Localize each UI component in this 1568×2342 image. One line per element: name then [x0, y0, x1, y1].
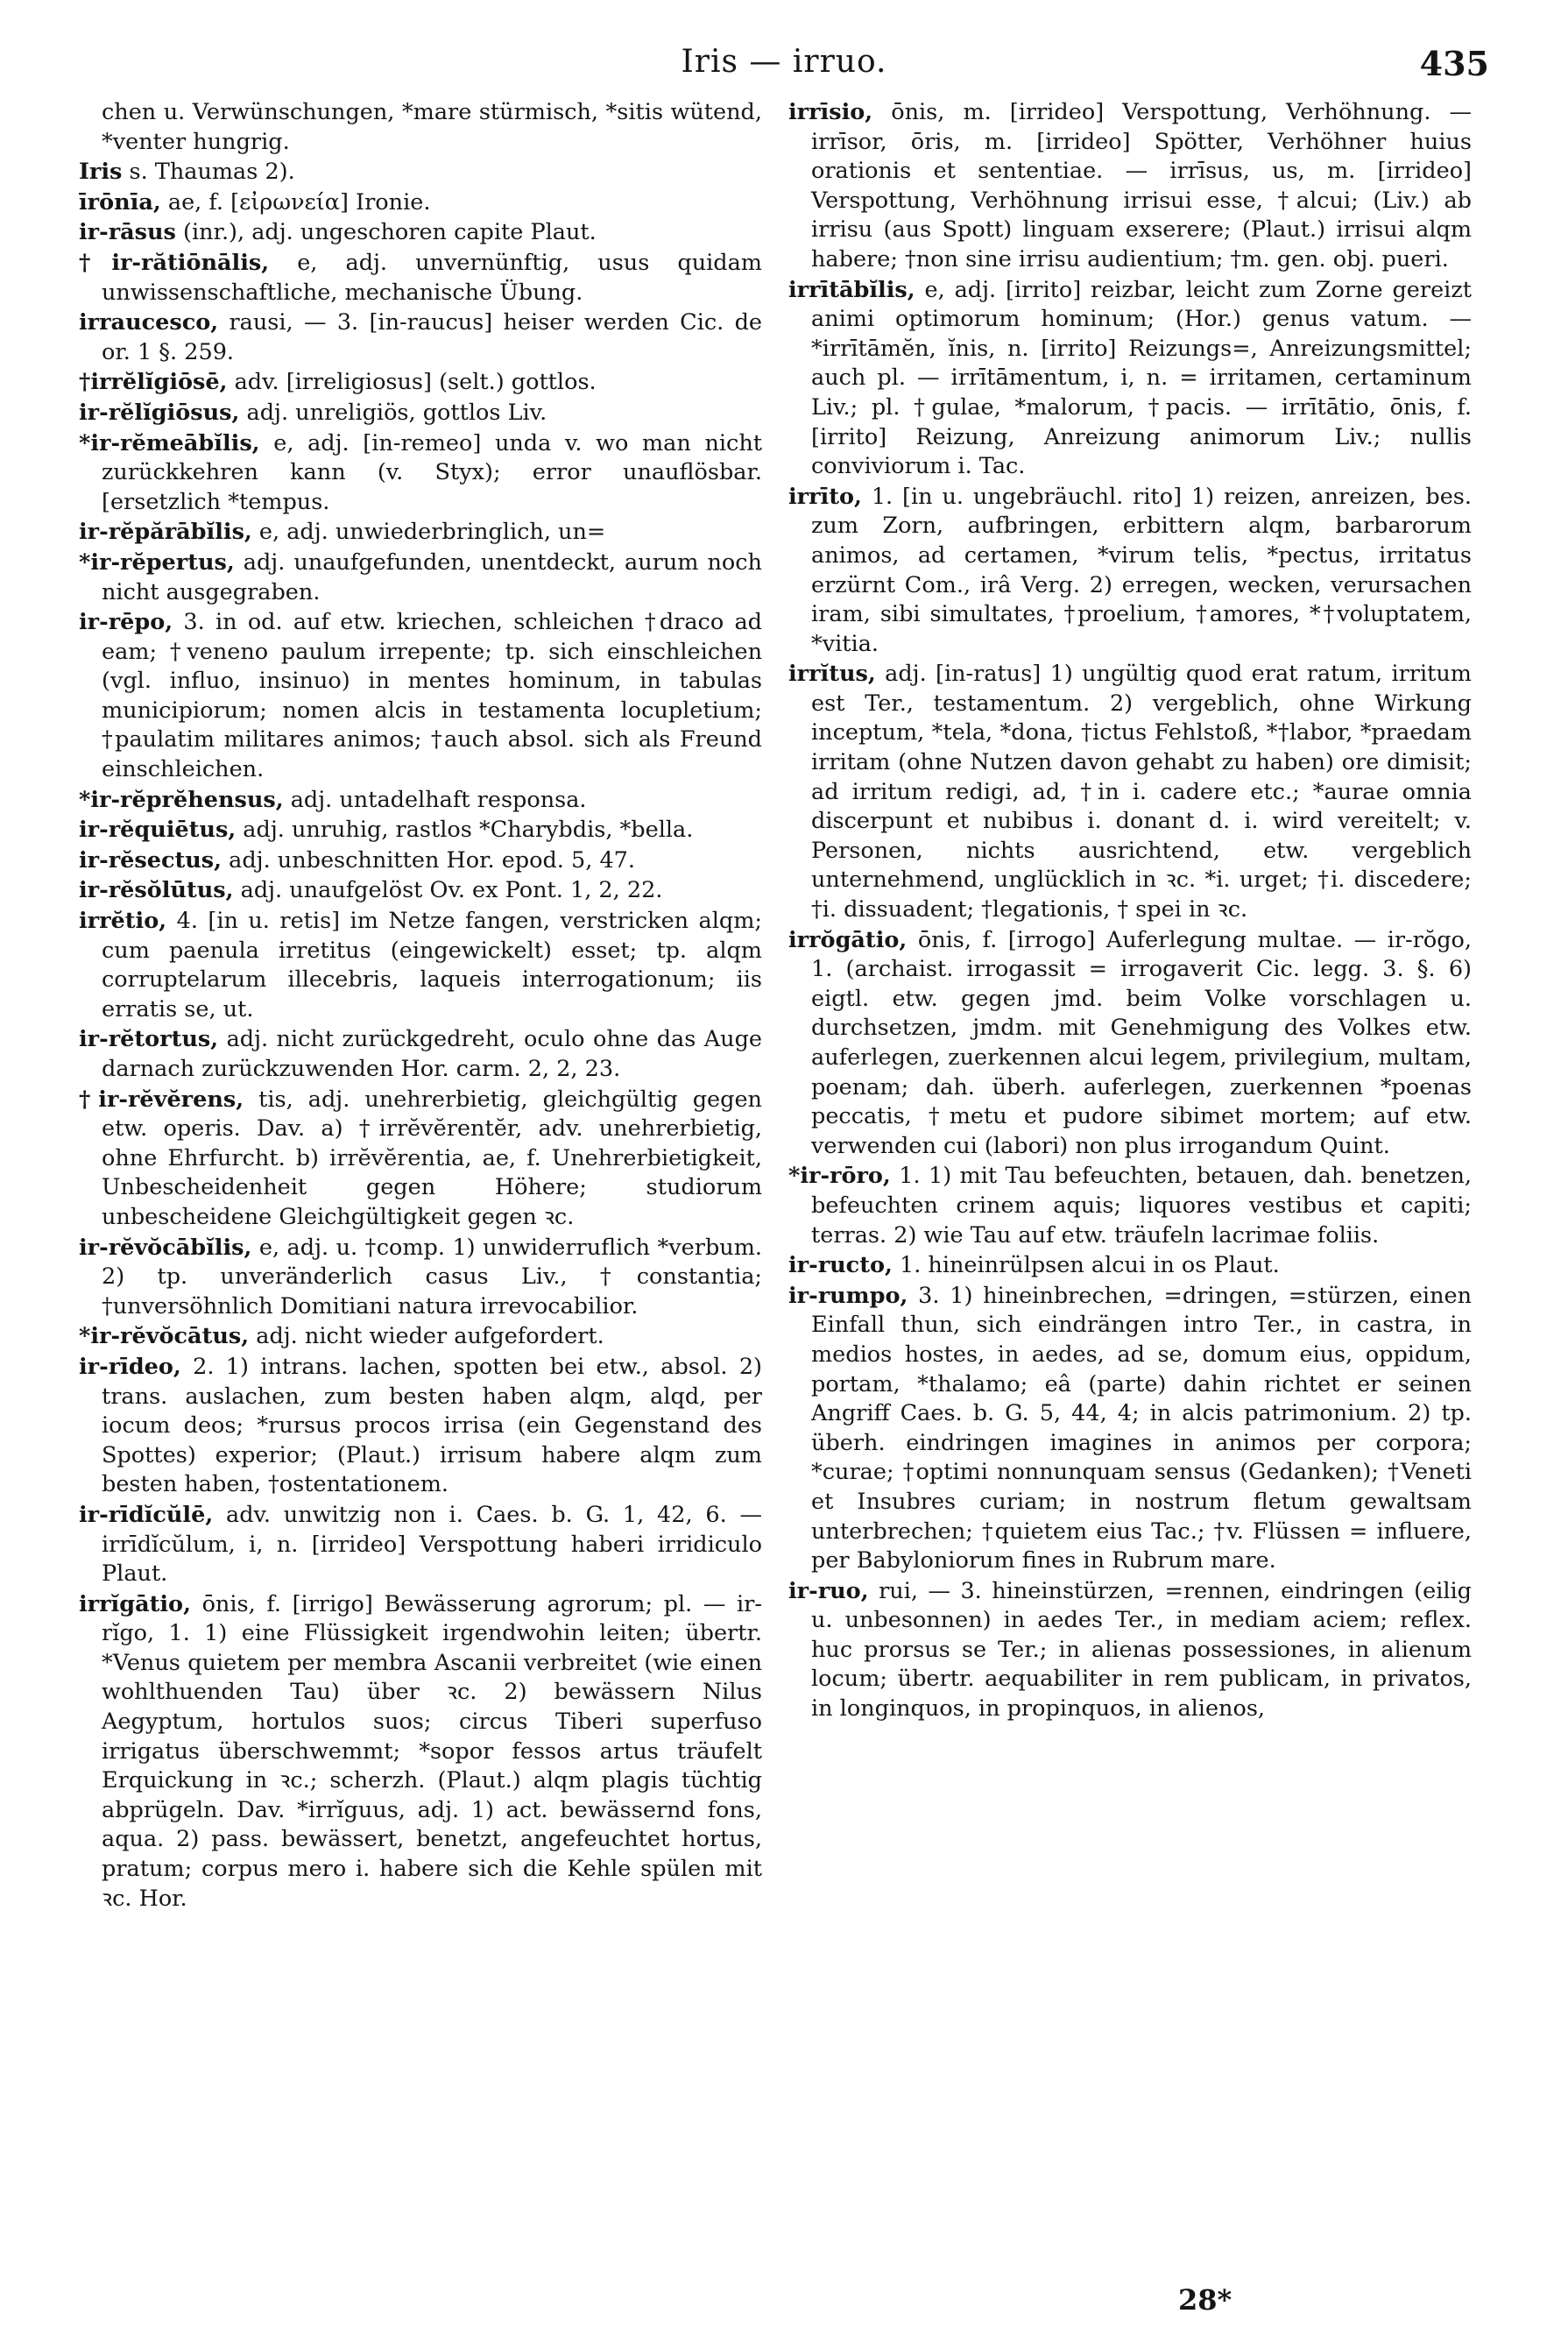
- dictionary-entry: [79, 816, 762, 846]
- dictionary-entry: [79, 1025, 762, 1084]
- entry-headword: irrītābĭlis,: [788, 276, 915, 303]
- entry-body: 3. 1) hineinbrechen, =dringen, =stürzen, einen Einfall thun, sich eindrängen intro Ter., in castra, in medios hostes, in aedes, ad se, domum eius, oppidum, portam, *thalamo; eâ (parte) dahin richtet er seinen Angriff Caes. b. G. 5, 44, 4; in alcis patrimonium. 2) tp. überh. eindringen imagines in animos per corpora; *curae; †optimi nonnunquam sensus (Gedanken); †Veneti et Insubres curiam; in nostrum fletum gewaltsam unterbrechen; †quietem eius Tac.; †v. Flüssen = influere, per Babyloniorum fines in Rubrum mare.: [811, 1282, 1472, 1574]
- entry-body: (inr.), adj. ungeschoren capite Plaut.: [175, 219, 597, 246]
- entry-headword: ir-rĕquiētus,: [79, 817, 237, 844]
- right-column: [788, 98, 1472, 2227]
- entry-body: chen u. Verwünschungen, *mare stürmisch, *sitis wütend, *venter hungrig.: [102, 99, 762, 155]
- entry-body: e, adj. [irrito] reizbar, leicht zum Zorne gereizt animi optimorum hominum; (Hor.) genus vatum. — *irrītāmĕn, ĭnis, n. [irrito] Reizungs=, Anreizungsmittel; auch pl. — irrītāmentum, i, n. = irritamen, certaminum Liv.; pl. †gulae, *malorum, †pacis. — irrītātio, ōnis, f. [irrito] Reizung, Anreizung animorum Liv.; nullis conviviorum i. Tac.: [811, 276, 1472, 480]
- dictionary-entry: [79, 98, 762, 157]
- dictionary-entry: [788, 1577, 1472, 1724]
- entry-headword: irrĭgātio,: [79, 1590, 191, 1617]
- dictionary-entry: [79, 786, 762, 816]
- dictionary-entry: [79, 158, 762, 188]
- dictionary-entry: [79, 1590, 762, 1914]
- dictionary-entry: [79, 608, 762, 785]
- dictionary-entry: [79, 846, 762, 876]
- entry-headword: ir-rĕsŏlūtus,: [79, 877, 234, 904]
- entry-body: 2. 1) intrans. lachen, spotten bei etw., absol. 2) trans. auslachen, zum besten haben alqm, alqd, per iocum deos; *rursus procos irrisa (ein Gegenstand des Spottes) experior; (Plaut.) irrisum habere alqm zum besten haben, †ostentationem.: [102, 1353, 762, 1498]
- entry-headword: ir-rĕtortus,: [79, 1026, 219, 1053]
- entry-headword: ir-ruo,: [788, 1577, 869, 1604]
- entry-body: ae, f. [εἰρωνεία] Ironie.: [160, 188, 431, 216]
- dictionary-entry: [79, 308, 762, 367]
- entry-headword: †ir-rătiōnālis,: [79, 249, 270, 276]
- entry-body: adj. nicht zurückgedreht, oculo ohne das Auge darnach zurückzuwenden Hor. carm. 2, 2, 23.: [102, 1026, 762, 1082]
- text-columns: [79, 98, 1489, 2227]
- dictionary-entry: [79, 1322, 762, 1352]
- entry-body: adj. unaufgelöst Ov. ex Pont. 1, 2, 22.: [233, 877, 663, 904]
- entry-headword: *ir-rĕpertus,: [79, 548, 235, 576]
- page-header: [79, 39, 1489, 91]
- dictionary-entry: [79, 907, 762, 1024]
- entry-body: ōnis, f. [irrigo] Bewässerung agrorum; pl. — ir-rĭgo, 1. 1) eine Flüssigkeit irgendwohin leiten; übertr. *Venus quietem per membra Ascanii verbreitet (wie einen wohlthuenden Tau) über ꝛc. 2) bewässern Nilus Aegyptum, hortulos suos; circus Tiberi superfuso irrigatus überschwemmt; *sopor fessos artus träufelt Erquickung in ꝛc.; scherzh. (Plaut.) alqm plagis tüchtig abprügeln. Dav. *irrĭguus, adj. 1) act. bewässernd fons, aqua. 2) pass. bewässert, benetzt, angefeuchtet hortus, pratum; corpus mero i. habere sich die Kehle spülen mit ꝛc. Hor.: [102, 1590, 762, 1912]
- dictionary-entry: [788, 98, 1472, 275]
- entry-body: e, adj. u. †comp. 1) unwiderruflich *verbum. 2) tp. unveränderlich casus Liv., †constantia; †unversöhnlich Domitiani natura irrevocabilior.: [102, 1234, 762, 1320]
- entry-headword: irrŏgātio,: [788, 926, 908, 953]
- entry-body: adj. unaufgefunden, unentdeckt, aurum noch nicht ausgegraben.: [102, 548, 762, 605]
- entry-body: adj. unruhig, rastlos *Charybdis, *bella.: [236, 817, 694, 844]
- entry-body: adj. [in-ratus] 1) ungültig quod erat ratum, irritum est Ter., testamentum. 2) vergeblich, ohne Wirkung inceptum, *tela, *dona, †ictus Fehlstoß, *†labor, *praedam irritam (ohne Nutzen davon gehabt zu haben) ore dimisit; ad irritum redigi, ad, †in i. cadere etc.; *aurae omnia discerpunt et nubibus i. donant d. i. wird vereitelt; v. Personen, nichts ausrichtend, etw. vergeblich unternehmend, unglücklich in ꝛc. *i. urget; †i. discedere; †i. dissuadent; †legationis, † spei in ꝛc.: [811, 661, 1472, 923]
- entry-headword: *ir-rĕprĕhensus,: [79, 786, 284, 813]
- entry-headword: irrīsio,: [788, 99, 873, 125]
- entry-headword: *ir-rĕvŏcātus,: [79, 1323, 250, 1350]
- left-column: [79, 98, 762, 2227]
- entry-headword: ir-ructo,: [788, 1252, 893, 1279]
- printer-signature: 28*: [1178, 2283, 1233, 2317]
- entry-headword: ir-rĕsectus,: [79, 846, 222, 874]
- dictionary-entry: [79, 1353, 762, 1500]
- dictionary-entry: [79, 876, 762, 906]
- entry-body: ōnis, m. [irrideo] Verspottung, Verhöhnung. — irrīsor, ōris, m. [irrideo] Spötter, Verhöhner huius orationis et sententiae. — irrīsus, us, m. [irrideo] Verspottung, Verhöhnung irrisui esse, †alcui; (Liv.) ab irrisu (aus Spott) linguam exserere; (Plaut.) irrisui alqm habere; †non sine irrisu audientium; †m. gen. obj. pueri.: [811, 99, 1472, 272]
- entry-body: e, adj. unvernünftig, usus quidam unwissenschaftliche, mechanische Übung.: [102, 249, 762, 306]
- entry-headword: ir-rĕlĭgiōsus,: [79, 399, 240, 426]
- entry-headword: irraucesco,: [79, 309, 219, 336]
- running-head: Iris — irruo.: [681, 44, 887, 80]
- dictionary-entry: [788, 1282, 1472, 1576]
- entry-headword: ir-rēpo,: [79, 609, 173, 636]
- entry-headword: †irrĕlĭgiōsē,: [79, 369, 228, 396]
- entry-body: adj. nicht wieder aufgefordert.: [249, 1323, 604, 1350]
- entry-headword: †ir-rĕvĕrens,: [79, 1086, 244, 1113]
- dictionary-entry: [79, 429, 762, 518]
- entry-headword: ir-rāsus: [79, 219, 176, 246]
- dictionary-entry: [788, 276, 1472, 482]
- entry-headword: *ir-rĕmeābĭlis,: [79, 429, 260, 456]
- entry-body: 4. [in u. retis] im Netze fangen, verstricken alqm; cum paenula irretitus (eingewickelt) esset; tp. alqm corruptelarum illecebris, laqueis interrogationum; iis erratis se, ut.: [102, 908, 762, 1022]
- entry-headword: Iris: [79, 159, 123, 186]
- dictionary-entry: [79, 399, 762, 428]
- entry-body: 1. hineinrülpsen alcui in os Plaut.: [892, 1252, 1280, 1279]
- dictionary-entry: [79, 518, 762, 548]
- entry-body: e, adj. [in-remeo] unda v. wo man nicht zurückkehren kann (v. Styx); error unauflösbar. [ersetzlich *tempus.: [102, 429, 762, 515]
- dictionary-entry: [79, 188, 762, 218]
- entry-body: adj. unreligiös, gottlos Liv.: [239, 399, 547, 426]
- entry-body: 1. [in u. ungebräuchl. rito] 1) reizen, anreizen, bes. zum Zorn, aufbringen, erbittern alqm, barbarorum animos, ad certamen, *virum telis, *pectus, irritatus erzürnt Com., irâ Verg. 2) erregen, wecken, verursachen iram, sibi simultates, †proelium, †amores, *†voluptatem, *vitia.: [811, 483, 1472, 657]
- dictionary-entry: [79, 368, 762, 398]
- entry-headword: īrōnīa,: [79, 188, 161, 216]
- entry-body: 3. in od. auf etw. kriechen, schleichen †draco ad eam; †veneno paulum irrepente; tp. sich einschleichen (vgl. influo, insinuo) in mentes hominum, in tabulas municipiorum; nomen alcis in testamenta locupletium; †paulatim militares animos; †auch absol. sich als Freund einschleichen.: [102, 609, 762, 783]
- entry-headword: *ir-rōro,: [788, 1163, 891, 1190]
- dictionary-entry: [788, 1251, 1472, 1281]
- entry-body: s. Thaumas 2).: [122, 159, 295, 186]
- entry-body: rausi, — 3. [in-raucus] heiser werden Cic. de or. 1 §. 259.: [102, 309, 762, 365]
- dictionary-entry: [79, 1234, 762, 1322]
- dictionary-entry: [788, 660, 1472, 924]
- entry-body: ōnis, f. [irrogo] Auferlegung multae. — ir-rŏgo, 1. (archaist. irrogassit = irrogaverit Cic. legg. 3. §. 6) eigtl. etw. gegen jmd. beim Volke vorschlagen u. durchsetzen, jmdm. mit Genehmigung des Volkes etw. auferlegen, zuerkennen alcui legem, privilegium, multam, poenam; dah. überh. auferlegen, zuerkennen *poenas peccatis, †metu et pudore sibimet mortem; auf etw. verwenden cui (labori) non plus irrogandum Quint.: [811, 926, 1472, 1159]
- dictionary-entry: [79, 218, 762, 248]
- entry-headword: ir-rīdeo,: [79, 1353, 181, 1380]
- entry-body: 1. 1) mit Tau befeuchten, betauen, dah. benetzen, befeuchten crinem aquis; liquores vestibus et capiti; terras. 2) wie Tau auf etw. träufeln lacrimae foliis.: [811, 1163, 1472, 1249]
- entry-body: e, adj. unwiederbringlich, un=: [251, 519, 606, 546]
- dictionary-entry: [79, 1501, 762, 1589]
- dictionary-entry: [79, 548, 762, 607]
- dictionary-entry: [79, 1086, 762, 1233]
- entry-headword: irrĭtus,: [788, 661, 876, 688]
- entry-body: rui, — 3. hineinstürzen, =rennen, eindringen (eilig u. unbesonnen) in aedes Ter., in mediam aciem; reflex. huc prorsus se Ter.; in alienas possessiones, in alienum locum; übertr. aequabiliter in rem publicam, in privatos, in longinquos, in propinquos, in alienos,: [811, 1577, 1472, 1723]
- dictionary-entry: [788, 483, 1472, 660]
- entry-headword: ir-rĕpărābĭlis,: [79, 519, 252, 546]
- entry-headword: irrĕtio,: [79, 908, 167, 935]
- entry-body: tis, adj. unehrerbietig, gleichgültig gegen etw. operis. Dav. a) †irrĕvĕrentĕr, adv. unehrerbietig, ohne Ehrfurcht. b) irrĕvĕrentia, ae, f. Unehrerbietigkeit, Unbescheidenheit gegen Höhere; studiorum unbescheidene Gleichgültigkeit gegen ꝛc.: [102, 1086, 762, 1230]
- dictionary-entry: [788, 1162, 1472, 1250]
- dictionary-entry: [79, 249, 762, 308]
- entry-body: adj. untadelhaft responsa.: [283, 786, 587, 813]
- entry-headword: ir-rumpo,: [788, 1282, 908, 1309]
- entry-body: adv. unwitzig non i. Caes. b. G. 1, 42, 6. — irrīdĭcŭlum, i, n. [irrideo] Verspottung haberi irridiculo Plaut.: [102, 1501, 762, 1588]
- dictionary-entry: [788, 926, 1472, 1162]
- entry-body: adj. unbeschnitten Hor. epod. 5, 47.: [222, 846, 636, 874]
- entry-headword: irrīto,: [788, 483, 862, 510]
- page-number: 435: [1419, 44, 1489, 83]
- entry-headword: ir-rīdĭcŭlē,: [79, 1501, 214, 1528]
- entry-headword: ir-rĕvŏcābĭlis,: [79, 1234, 252, 1261]
- entry-body: adv. [irreligiosus] (selt.) gottlos.: [227, 369, 597, 396]
